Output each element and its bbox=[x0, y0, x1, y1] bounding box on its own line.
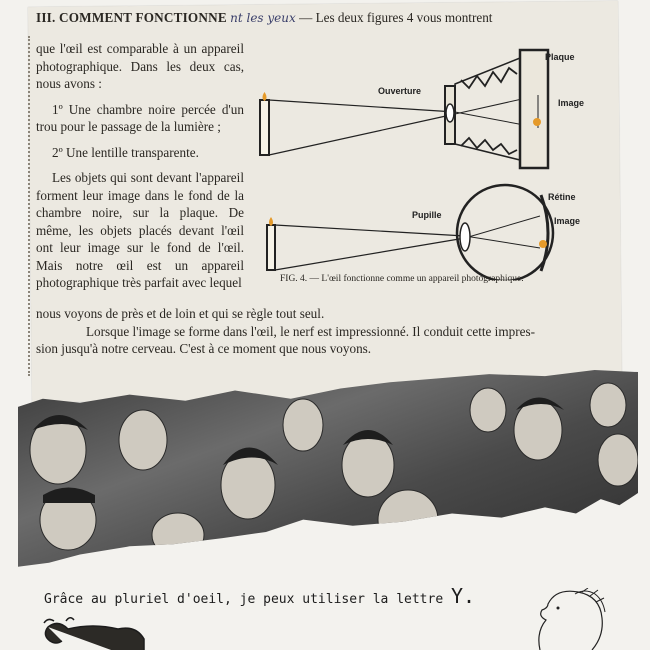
candle-2 bbox=[267, 225, 275, 270]
label-pupille: Pupille bbox=[412, 210, 442, 220]
label-retine: Rétine bbox=[548, 192, 576, 202]
handwritten-annotation: nt les yeux bbox=[230, 11, 296, 25]
full-line-2: Lorsque l'image se forme dans l'œil, le nerf est impressionné. Il conduit cette impres- bbox=[86, 323, 535, 339]
label-image-eye: Image bbox=[554, 216, 581, 226]
heading-rest: — Les deux figures 4 vous montrent bbox=[299, 10, 493, 25]
paragraph-intro: que l'œil est comparable à un appareil photographique. Dans les deux cas, nous avons : bbox=[36, 41, 244, 91]
label-ouverture: Ouverture bbox=[378, 86, 422, 96]
label-image-camera: Image bbox=[558, 98, 585, 108]
man-profile-sketch bbox=[520, 588, 615, 650]
heading-title: III. COMMENT FONCTIONNE bbox=[36, 10, 227, 25]
label-plaque: Plaque bbox=[545, 52, 575, 62]
paragraph-point-2: 2º Une lentille transparente. bbox=[52, 144, 199, 160]
paragraph-point-1: 1º Une chambre noire percée d'un trou pour le passage de la lumière ; bbox=[36, 101, 244, 134]
candle-1 bbox=[260, 100, 269, 155]
photo-faces bbox=[18, 370, 638, 575]
paragraph-explanation: Les objets qui sont devant l'appareil forment leur image dans le fond de la chambre noire, sur la plaque. De même, les objets placés devant l'œil ont leur image sur le fond de l'œil. Mais notre œil est un appareil photographique très parfait avec lequel bbox=[36, 170, 244, 290]
figure-4-diagram bbox=[255, 40, 595, 280]
full-line-3: sion jusqu'à notre cerveau. C'est à ce moment que nous voyons. bbox=[36, 341, 372, 356]
bull-drawing bbox=[40, 615, 150, 650]
camera-diagram bbox=[260, 50, 548, 168]
eye-diagram bbox=[267, 185, 553, 280]
crowd-of-children-photo bbox=[18, 370, 638, 575]
caption-text: Grâce au pluriel d'oeil, je peux utiliser la lettre bbox=[44, 592, 444, 607]
figure-caption: FIG. 4. — L'œil fonctionne comme un appareil photographique. bbox=[280, 274, 524, 284]
full-line-1: nous voyons de près et de loin et qui se règle tout seul. bbox=[36, 306, 325, 321]
clipping-dotted-edge bbox=[28, 36, 34, 376]
caption-letter: Y. bbox=[451, 584, 476, 608]
article-full-width-text bbox=[36, 305, 606, 358]
handwritten-caption bbox=[44, 584, 475, 608]
article-left-column bbox=[36, 40, 244, 300]
article-heading bbox=[36, 9, 596, 28]
